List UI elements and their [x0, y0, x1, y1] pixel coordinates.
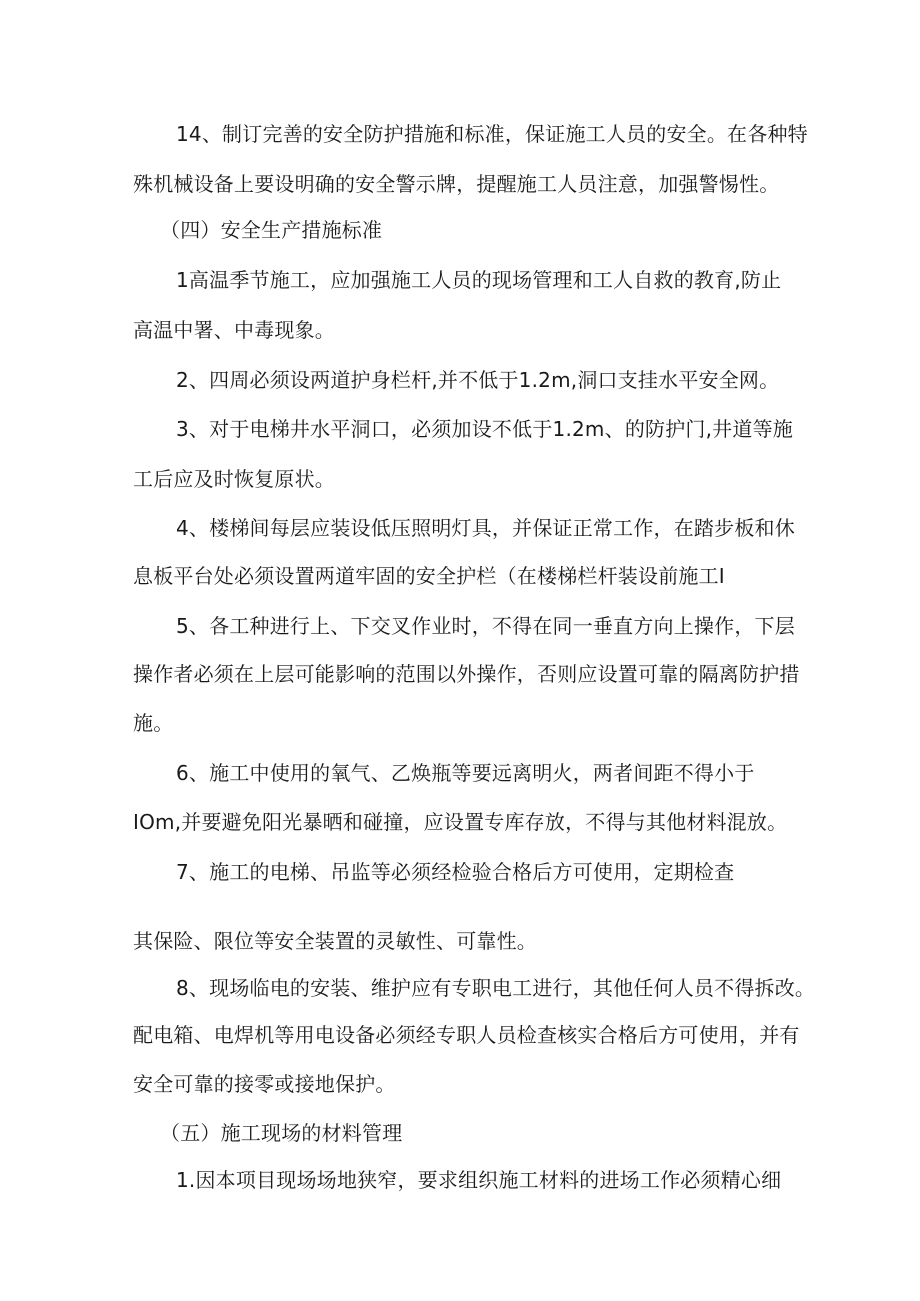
text-line: 高温中署、中毒现象。: [133, 318, 335, 342]
text-line: 其保险、限位等安全装置的灵敏性、可靠性。: [133, 929, 537, 953]
text-line: 8、现场临电的安装、维护应有专职电工进行，其他任何人员不得拆改。: [176, 976, 816, 1000]
text-line: 4、楼梯间每层应装设低压照明灯具，并保证正常工作，在踏步板和休: [176, 516, 795, 540]
text-line: 7、施工的电梯、吊监等必须经检验合格后方可使用，定期检查: [176, 860, 735, 884]
text-line: 施。: [133, 711, 174, 735]
text-line: 工后应及时恢复原状。: [133, 467, 335, 491]
text-line: 安全可靠的接零或接地保护。: [133, 1072, 396, 1096]
text-line: 操作者必须在上层可能影响的范围以外操作，否则应设置可靠的隔离防护措: [133, 662, 800, 686]
text-line: 6、施工中使用的氧气、乙焕瓶等要远离明火，两者间距不得小于: [176, 761, 755, 785]
section-heading: （五）施工现场的材料管理: [160, 1121, 403, 1145]
text-line: 配电箱、电焊机等用电设备必须经专职人员检查核实合格后方可使用，并有: [133, 1023, 800, 1047]
text-line: 1高温季节施工，应加强施工人员的现场管理和工人自救的教育,防止: [176, 268, 782, 292]
text-line: 2、四周必须设两道护身栏杆,并不低于1.2m,洞口支挂水平安全网。: [176, 368, 780, 392]
text-line: 14、制订完善的安全防护措施和标准，保证施工人员的安全。在各种特: [176, 122, 808, 146]
text-line: IOm,并要避免阳光暴晒和碰撞，应设置专库存放，不得与其他材料混放。: [133, 810, 788, 834]
text-line: 息板平台处必须设置两道牢固的安全护栏（在楼梯栏杆装设前施工I: [133, 564, 725, 588]
text-line: 殊机械设备上要设明确的安全警示牌，提醒施工人员注意，加强警惕性。: [133, 172, 780, 196]
text-line: 3、对于电梯井水平洞口，必须加设不低于1.2m、的防护门,井道等施: [176, 417, 793, 441]
text-line: 5、各工种进行上、下交叉作业时，不得在同一垂直方向上操作，下层: [176, 614, 795, 638]
section-heading: （四）安全生产措施标准: [160, 218, 383, 242]
text-line: 1.因本项目现场场地狭窄，要求组织施工材料的进场工作必须精心细: [176, 1168, 782, 1192]
